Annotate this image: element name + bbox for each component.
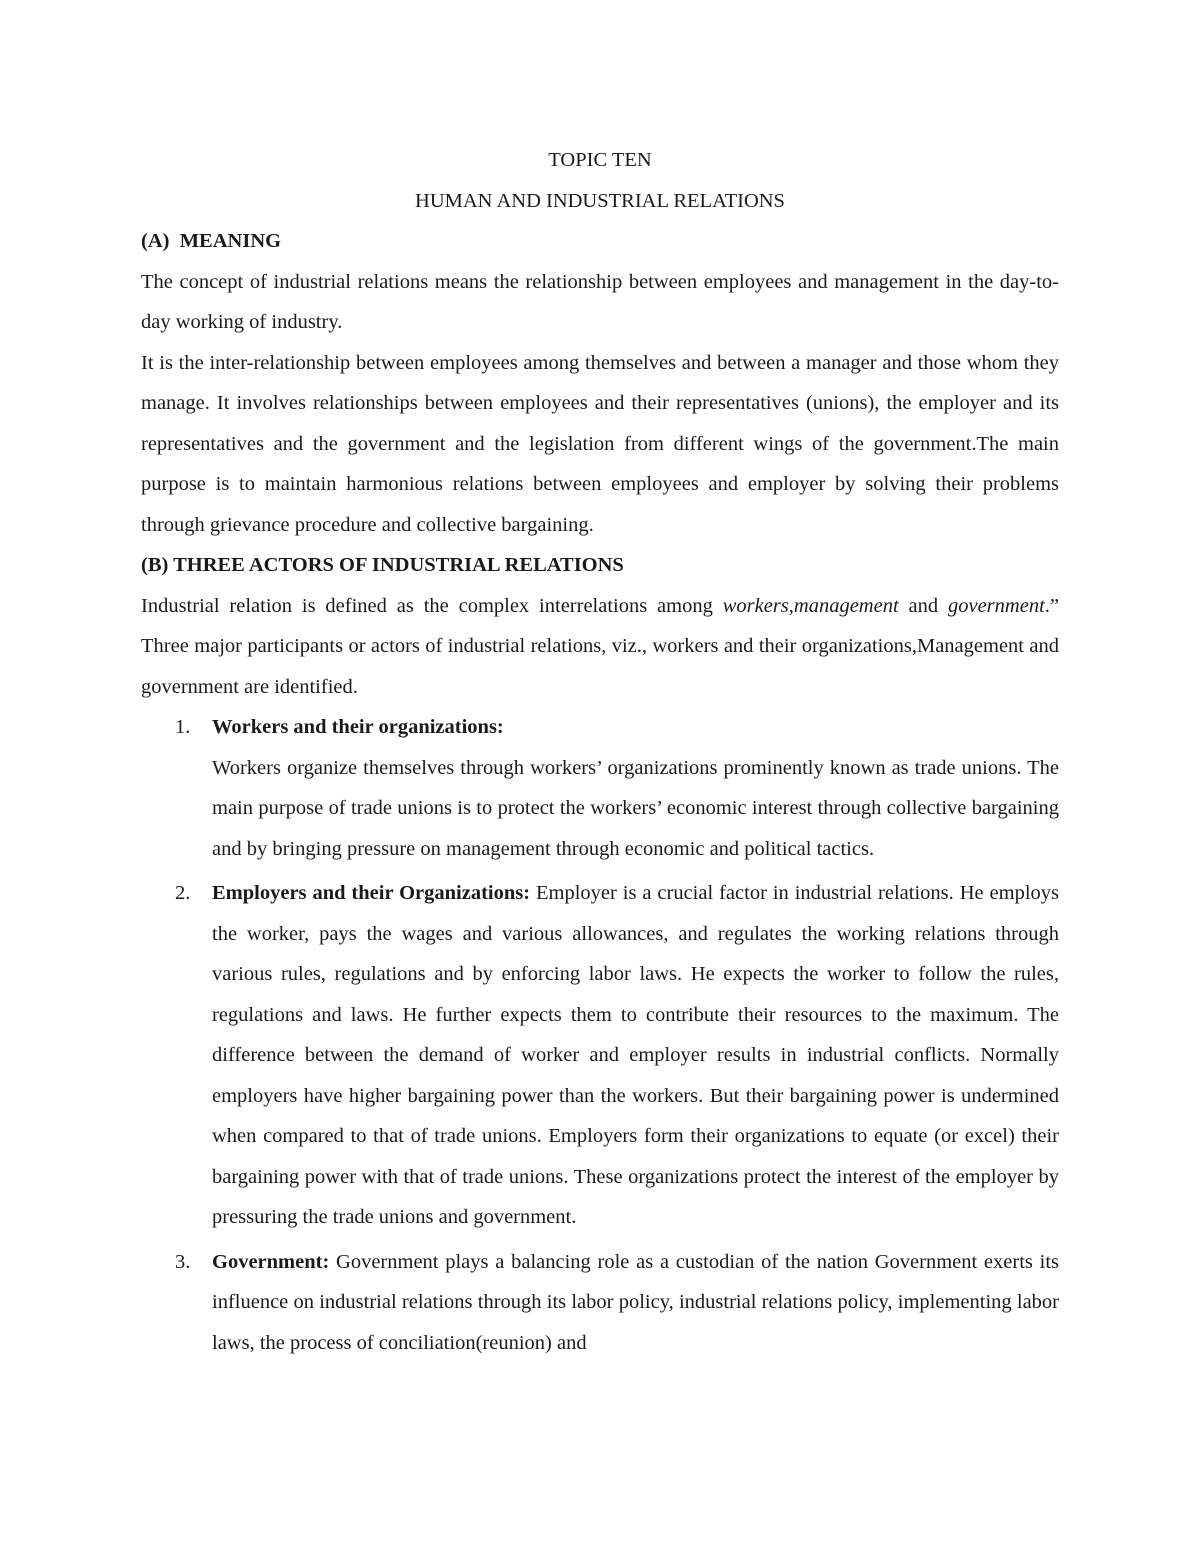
list-number: 2. <box>175 882 191 904</box>
section-b-heading: (B) THREE ACTORS OF INDUSTRIAL RELATIONS <box>141 554 624 576</box>
list-item <box>141 1242 1059 1364</box>
list-item <box>141 873 1059 1238</box>
intro-text-1: Industrial relation is defined as the complex interrelations among <box>141 594 723 617</box>
actors-list <box>141 707 1059 1363</box>
section-b-intro <box>141 586 1059 708</box>
list-item-text: Employer is a crucial factor in industrial relations. He employs the worker, pays the wages and various allowances, and regulates the working relations through various rules, regulations and by enforcing labor laws. He expects the worker to follow the rules, regulations and laws. He further expects them to contribute their resources to the maximum. The difference between the demand of worker and employer results in industrial conflicts. Normally employers have higher bargaining power than the workers. But their bargaining power is undermined when compared to that of trade unions. Employers form their organizations to equate (or excel) their bargaining power with that of trade unions. These organizations protect the interest of the employer by pressuring the trade unions and government. <box>212 882 1059 1228</box>
intro-italic-government: government <box>947 594 1045 617</box>
list-item <box>141 707 1059 869</box>
intro-italic-actors: workers,management <box>722 594 899 617</box>
section-a-heading: (A) MEANING <box>141 230 282 252</box>
document-title: HUMAN AND INDUSTRIAL RELATIONS <box>415 189 785 212</box>
list-item-term: Workers and their organizations: <box>212 716 504 738</box>
topic-title: TOPIC TEN <box>548 149 652 171</box>
document-page <box>141 140 1059 1363</box>
intro-text-2: and <box>898 594 948 617</box>
list-item-term: Government: <box>212 1250 330 1273</box>
intro-text-3: .” Three major participants or actors of industrial relations, viz., workers and their organizations,Management and government are identified. <box>141 594 1059 698</box>
list-item-text: Workers organize themselves through workers’ organizations prominently known as trade unions. The main purpose of trade unions is to protect the workers’ economic interest through collective bargaining and by bringing pressure on management through economic and political tactics. <box>212 756 1059 860</box>
list-number: 3. <box>175 1250 191 1273</box>
section-a-paragraph-2: It is the inter-relationship between employees among themselves and between a manager and those whom they manage. It involves relationships between employees and their representatives (unions), the employer and its representatives and the government and the legislation from different wings of the government.The main purpose is to maintain harmonious relations between employees and employer by solving their problems through grievance procedure and collective bargaining. <box>141 351 1059 536</box>
list-number: 1. <box>175 716 191 738</box>
list-item-term: Employers and their Organizations: <box>212 882 531 904</box>
section-a-paragraph-1: The concept of industrial relations means the relationship between employees and management in the day-to-day working of industry. <box>141 270 1059 333</box>
list-item-text: Government plays a balancing role as a custodian of the nation Government exerts its influence on industrial relations through its labor policy, industrial relations policy, implementing labor laws, the process of conciliation(reunion) and <box>212 1250 1059 1354</box>
